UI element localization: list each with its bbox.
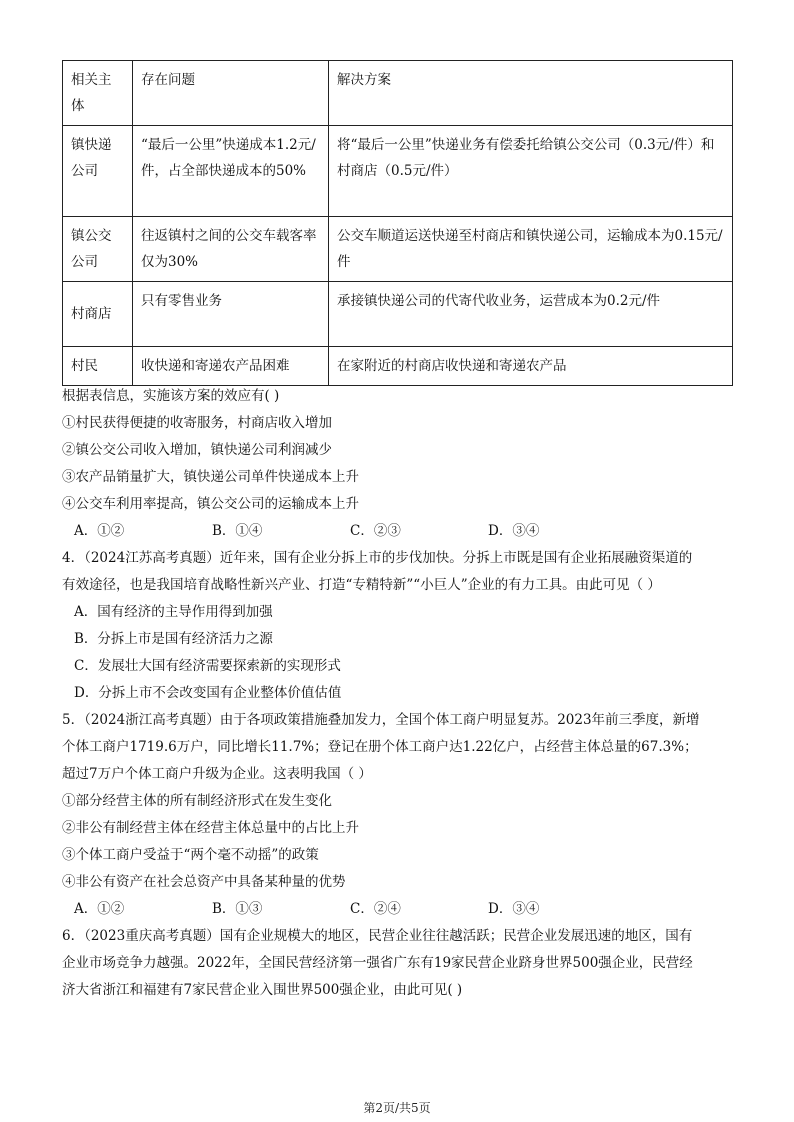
q3-choice-c: C．②③ — [350, 523, 401, 539]
q4-option-a: A．国有经济的主导作用得到加强 — [74, 604, 273, 620]
q3-choice-a: A．①② — [74, 523, 125, 539]
table-cell-subject: 镇公交公司 — [63, 217, 133, 282]
q5-choice-b: B．①③ — [212, 901, 263, 917]
q3-item: ①村民获得便捷的收寄服务，村商店收入增加 — [62, 415, 332, 431]
table-header-cell: 解决方案 — [329, 61, 733, 126]
q5-stem-line: 5．（2024浙江高考真题）由于各项政策措施叠加发力，全国个体工商户明显复苏。2023年前三季度，新增 — [62, 712, 700, 728]
q4-option-b: B．分拆上市是国有经济活力之源 — [74, 631, 273, 647]
q5-choice-d: D．③④ — [488, 901, 540, 917]
q6-stem-line: 济大省浙江和福建有7家民营企业入围世界500强企业，由此可见( ) — [62, 982, 463, 998]
q4-stem-line: 有效途径，也是我国培育战略性新兴产业、打造“专精特新”“小巨人”企业的有力工具。由此可见（ ） — [62, 577, 661, 593]
table-cell-solution: 承接镇快递公司的代寄代收业务，运营成本为0.2元/件 — [329, 282, 733, 347]
q5-item: ④非公有资产在社会总资产中具备某种量的优势 — [62, 874, 346, 890]
info-table — [62, 60, 733, 386]
q5-item: ③个体工商户受益于“两个毫不动摇”的政策 — [62, 847, 319, 863]
table-row — [63, 126, 733, 217]
table-cell-problem: 收快递和寄递农产品困难 — [133, 347, 329, 386]
q4-stem-line: 4．（2024江苏高考真题）近年来，国有企业分拆上市的步伐加快。分拆上市既是国有企业拓展融资渠道的 — [62, 550, 693, 566]
table-header-cell: 相关主体 — [63, 61, 133, 126]
q3-choices — [62, 518, 734, 545]
table-row — [63, 217, 733, 282]
q6-stem-line: 6．（2023重庆高考真题）国有企业规模大的地区，民营企业往往越活跃；民营企业发展迅速的地区，国有 — [62, 928, 693, 944]
page-footer: 第2页/共5页 — [363, 1101, 431, 1115]
q5-item: ②非公有制经营主体在经营主体总量中的占比上升 — [62, 820, 359, 836]
table-header-row — [63, 61, 733, 126]
q5-choice-c: C．②④ — [350, 901, 401, 917]
table-cell-subject: 村民 — [63, 347, 133, 386]
table-cell-subject: 村商店 — [63, 282, 133, 347]
q3-choice-d: D．③④ — [488, 523, 540, 539]
q5-stem-line: 超过7万户个体工商户升级为企业。这表明我国（ ） — [62, 766, 372, 782]
q3-stem: 根据表信息，实施该方案的效应有( ) — [62, 388, 280, 404]
q4-option-d: D．分拆上市不会改变国有企业整体价值估值 — [74, 685, 342, 701]
q5-item: ①部分经营主体的所有制经济形式在发生变化 — [62, 793, 332, 809]
q3-item: ②镇公交公司收入增加，镇快递公司利润减少 — [62, 442, 332, 458]
table-cell-solution: 公交车顺道运送快递至村商店和镇快递公司，运输成本为0.15元/件 — [329, 217, 733, 282]
table-row — [63, 347, 733, 386]
q3-item: ④公交车利用率提高，镇公交公司的运输成本上升 — [62, 496, 359, 512]
table-cell-problem: 往返镇村之间的公交车载客率仅为30% — [133, 217, 329, 282]
q5-choices — [62, 896, 734, 923]
questions-content — [62, 383, 734, 1004]
q3-item: ③农产品销量扩大，镇快递公司单件快递成本上升 — [62, 469, 359, 485]
q5-choice-a: A．①② — [74, 901, 125, 917]
table-cell-solution: 将“最后一公里”快递业务有偿委托给镇公交公司（0.3元/件）和村商店（0.5元/件） — [329, 126, 733, 217]
table-cell-solution: 在家附近的村商店收快递和寄递农产品 — [329, 347, 733, 386]
q3-choice-b: B．①④ — [212, 523, 263, 539]
q4-option-c: C．发展壮大国有经济需要探索新的实现形式 — [74, 658, 341, 674]
table-cell-subject: 镇快递公司 — [63, 126, 133, 217]
table-row — [63, 282, 733, 347]
q6-stem-line: 企业市场竞争力越强。2022年，全国民营经济第一强省广东有19家民营企业跻身世界500强企业，民营经 — [62, 955, 693, 971]
table-header-cell: 存在问题 — [133, 61, 329, 126]
q5-stem-line: 个体工商户1719.6万户，同比增长11.7%；登记在册个体工商户达1.22亿户，占经营主体总量的67.3%； — [62, 739, 698, 755]
table-cell-problem: “最后一公里”快递成本1.2元/件，占全部快递成本的50% — [133, 126, 329, 217]
table-cell-problem: 只有零售业务 — [133, 282, 329, 347]
